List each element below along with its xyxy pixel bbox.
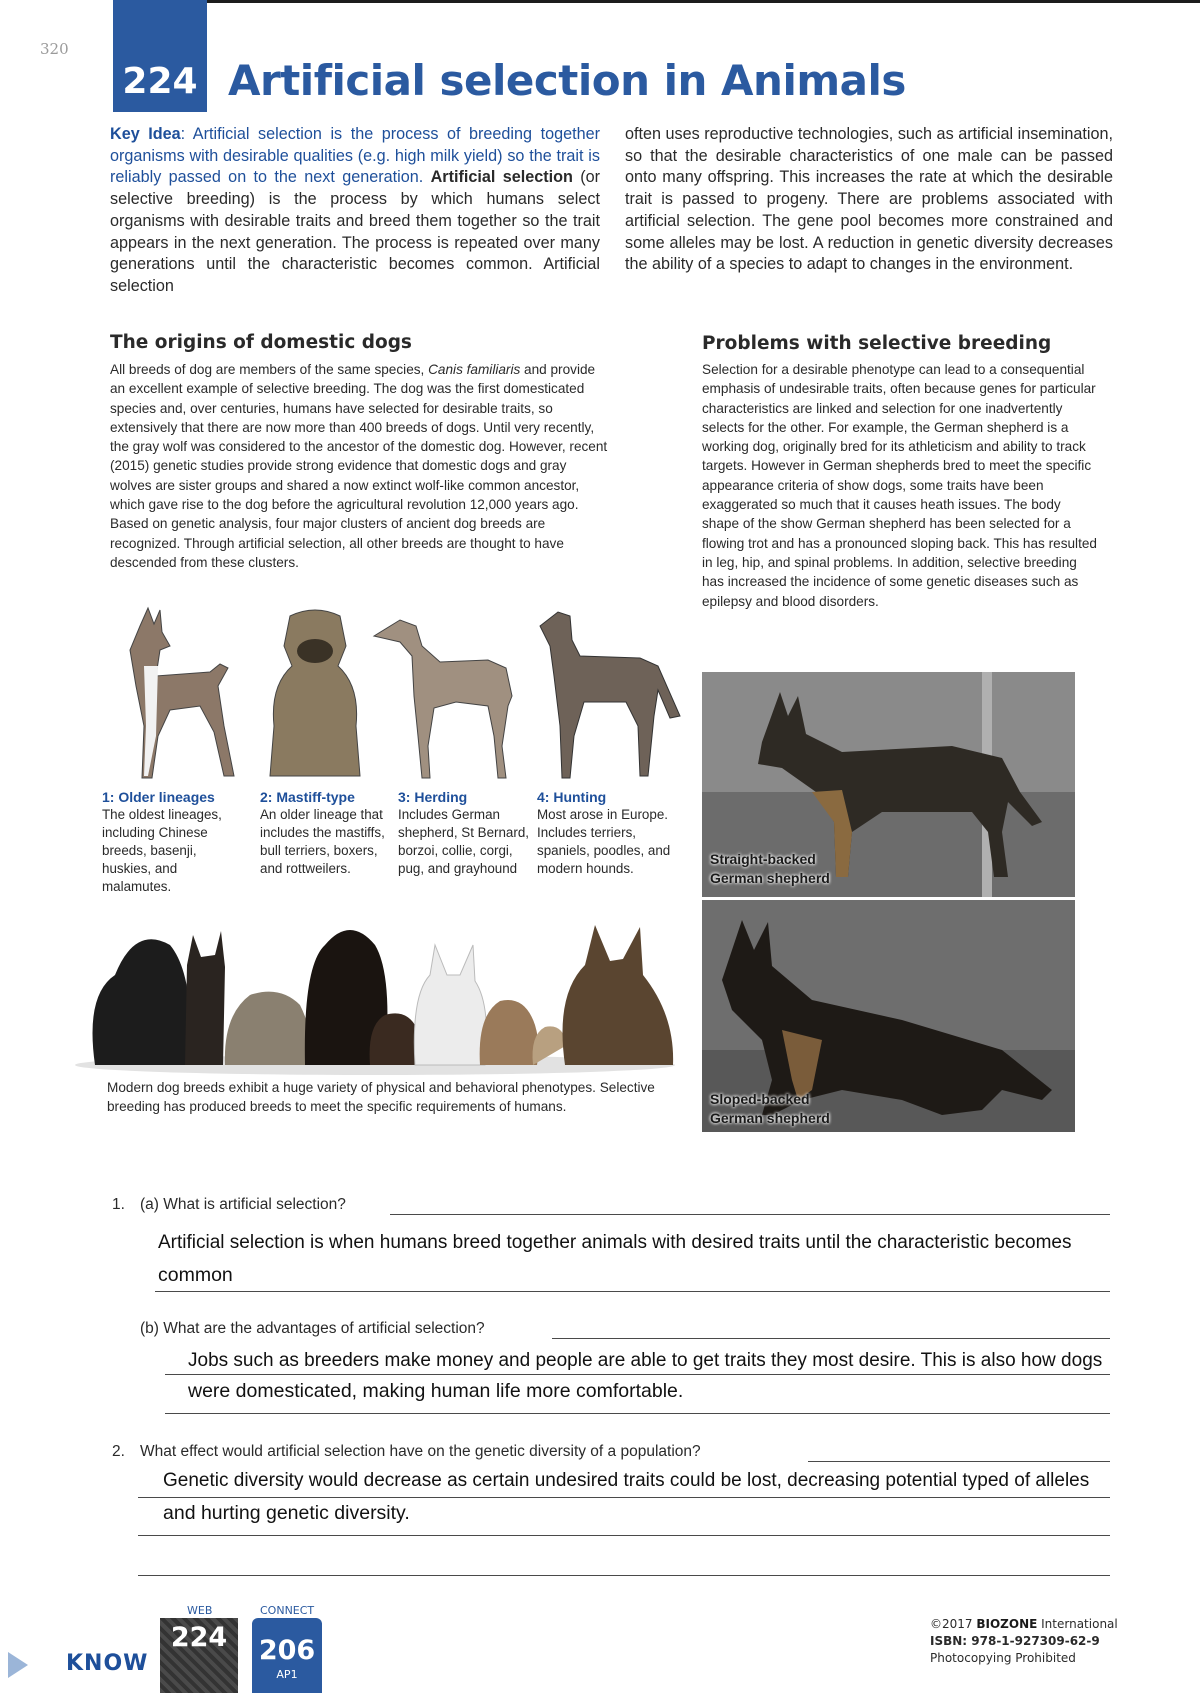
problems-heading: Problems with selective breeding (702, 333, 1052, 354)
hound-dog-image (520, 606, 690, 781)
key-idea-text: : Artificial selection is the process of breeding together organisms with desirable qualities (e.g. high milk yield) so the trait is reliably passed on to the next generation. (110, 125, 600, 187)
web-label: WEB (187, 1604, 213, 1617)
origins-text-b: and provide an excellent example of selective breeding. The dog was the first domesticated species and, over centuries, humans have selected for desirable traits, so extensively that there are now more than 400 breeds of dogs. Until very recently, the gray wolf was considered to the ancestor of the domestic dog. However, recent (2015) genetic studies provide strong evidence that domestic dogs and gray wolves are sister groups and shared a now extinct wolf-like common ancestor, which gave rise to the dog before the agricultural revolution 12,000 years ago. Based on genetic analysis, four major clusters of ancient dog breeds are recognized. Through artificial selection, all other breeds are thought to have descended from these clusters. (110, 362, 608, 570)
know-label: KNOW (66, 1651, 149, 1676)
group-mastiff-type (260, 788, 400, 878)
sloped-backed-label (710, 1090, 830, 1128)
dog-breeds-caption: Modern dog breeds exhibit a huge variety of physical and behavioral phenotypes. Selective breeding has produced breeds to meet the specific requirements of humans. (107, 1080, 655, 1115)
question-1a: (a) What is artificial selection? (140, 1196, 346, 1213)
species-name: Canis familiaris (428, 362, 521, 377)
borzoi-dog-image (370, 606, 520, 781)
answer-1b-line2[interactable]: were domesticated, making human life more comfortable. (188, 1380, 684, 1402)
answer-line (165, 1413, 1110, 1414)
isbn: ISBN: 978-1-927309-62-9 (930, 1634, 1100, 1648)
group-text: Includes German shepherd, St Bernard, borzoi, collie, corgi, pug, and grayhound (398, 807, 530, 876)
group-title: 1: Older lineages (102, 789, 215, 805)
copyright-line (930, 1616, 1118, 1633)
connect-link-tab[interactable] (252, 1618, 322, 1693)
answer-1a-line1[interactable]: Artificial selection is when humans breed together animals with desired traits until the characteristic becomes (158, 1232, 1072, 1253)
group-hunting (537, 788, 677, 878)
sloped-backed-shepherd-photo (702, 900, 1075, 1132)
group-title: 4: Hunting (537, 789, 607, 805)
answer-1a-line2[interactable]: common (158, 1264, 233, 1286)
intro-left-text: (or selective breeding) is the process by which humans select organisms with desirable traits and breed them together so the trait appears in the next generation. The process is repeated over many generations until the characteristic becomes common. Artificial selection (110, 168, 601, 295)
photo1-label-line1: Straight-backed (710, 851, 816, 867)
problems-text: Selection for a desirable phenotype can lead to a consequential emphasis of undesirable traits, often because genes for particular characteristics are linked and selection for one inadvertently selects for the other. For example, the German shepherd is a working dog, originally bred for its athleticism and ability to track targets. However in German shepherds bred to meet the specific appearance criteria of show dogs, some traits have been exaggerated so much that it causes heath issues. The body shape of the show German shepherd has been selected for a flowing trot and has a pronounced sloping back. This has resulted in leg, hip, and spinal problems. In addition, selective breeding has increased the incidence of some genetic diseases such as epilepsy and blood disorders. (702, 362, 1097, 609)
web-link-tab[interactable]: 224 (160, 1618, 238, 1693)
group-title: 2: Mastiff-type (260, 789, 355, 805)
group-herding (398, 788, 538, 878)
origins-text (110, 360, 610, 572)
copyright-footer (930, 1616, 1118, 1667)
group-older-lineages (102, 788, 242, 896)
answer-line (165, 1374, 1110, 1375)
straight-backed-shepherd-photo (702, 672, 1075, 897)
group-text: An older lineage that includes the mastiffs, bull terriers, boxers, and rottweilers. (260, 807, 385, 876)
answer-2-line1[interactable]: Genetic diversity would decrease as certain undesired traits could be lost, decreasing potential typed of alleles (163, 1470, 1090, 1491)
activity-number-tab: 224 (113, 0, 207, 112)
dog-clusters-illustration (100, 606, 690, 781)
answer-line (552, 1338, 1110, 1339)
intro-left-column (110, 124, 600, 298)
photo1-label-line2: German shepherd (710, 870, 830, 886)
group-title: 3: Herding (398, 789, 468, 805)
question-2: What effect would artificial selection have on the genetic diversity of a population? (140, 1443, 701, 1460)
top-rule (207, 0, 1200, 3)
answer-line (808, 1461, 1110, 1462)
know-arrow-icon (8, 1652, 28, 1678)
answer-line (390, 1214, 1110, 1215)
photo2-label-line1: Sloped-backed (710, 1091, 810, 1107)
answer-line (155, 1291, 1110, 1292)
term-artificial-selection: Artificial selection (430, 168, 573, 187)
page-number: 320 (40, 40, 69, 58)
answer-line (138, 1497, 1110, 1498)
page-title: Artificial selection in Animals (228, 56, 906, 105)
photo2-label-line2: German shepherd (710, 1110, 830, 1126)
intro-right-column: often uses reproductive technologies, such as artificial insemination, so that the desirable characteristics of one male can be passed onto many offspring. This increases the rate at which the desirable trait is passed to progeny. There are problems associated with artificial selection. The gene pool becomes more constrained and some alleles may be lost. A reduction in genetic diversity decreases the ability of a species to adapt to changes in the environment. (625, 125, 1113, 274)
answer-2-line2[interactable]: and hurting genetic diversity. (163, 1502, 410, 1524)
question-1b: (b) What are the advantages of artificial selection? (140, 1320, 485, 1337)
copyright-year: ©2017 (930, 1617, 977, 1631)
copyright-rest: International (1037, 1617, 1118, 1631)
question-2-number: 2. (112, 1443, 125, 1460)
straight-backed-label (710, 850, 830, 888)
key-idea-label: Key Idea (110, 125, 181, 143)
basenji-dog-image (100, 606, 260, 781)
modern-dog-breeds-image (75, 905, 680, 1075)
answer-line (138, 1575, 1110, 1576)
group-text: The oldest lineages, including Chinese breeds, basenji, huskies, and malamutes. (102, 807, 222, 894)
mastiff-dog-image (260, 606, 370, 781)
group-text: Most arose in Europe. Includes terriers, spaniels, poodles, and modern hounds. (537, 807, 671, 876)
copyright-brand: BIOZONE (976, 1617, 1038, 1631)
connect-label: CONNECT (260, 1604, 315, 1617)
answer-line (138, 1535, 1110, 1536)
copy-notice: Photocopying Prohibited (930, 1651, 1076, 1665)
answer-1b-line1[interactable]: Jobs such as breeders make money and people are able to get traits they most desire. This is also how dogs (188, 1350, 1103, 1371)
origins-heading: The origins of domestic dogs (110, 332, 412, 353)
connect-sub: AP1 (276, 1667, 298, 1681)
origins-text-a: All breeds of dog are members of the same species, (110, 362, 429, 377)
question-1-number: 1. (112, 1196, 125, 1213)
connect-number: 206 (258, 1634, 316, 1666)
